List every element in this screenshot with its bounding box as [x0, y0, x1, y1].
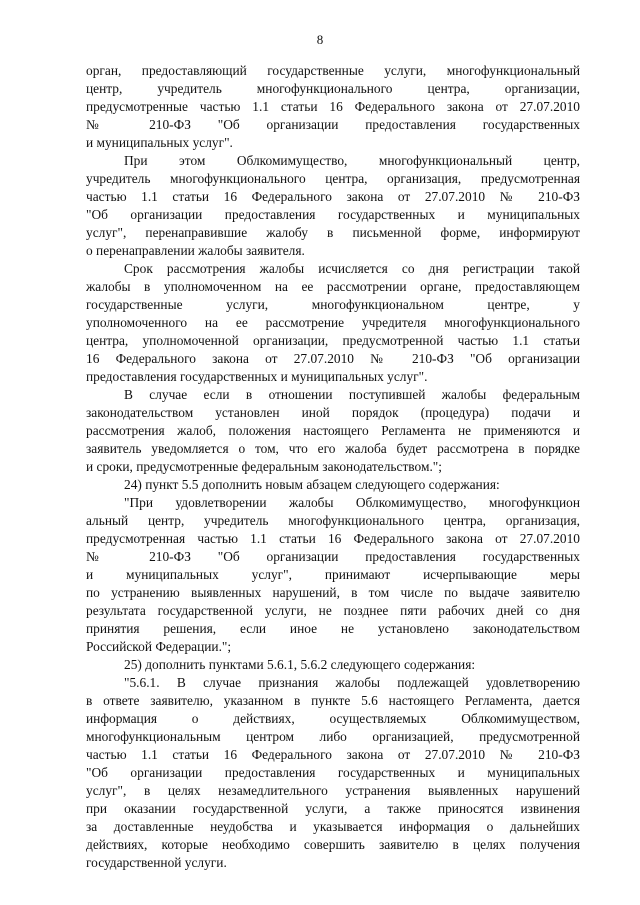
- text-line: № 210-ФЗ "Об организации предоставления государственных: [86, 549, 580, 564]
- text-line: законодательством установлен иной порядок (процедура) подачи и: [86, 405, 580, 420]
- paragraph: [86, 260, 580, 386]
- text-line: № 210-ФЗ "Об организации предоставления государственных: [86, 117, 580, 132]
- text-line: в ответе заявителю, указанном в пункте 5.6 настоящего Регламента, дается: [86, 693, 580, 708]
- text-line: При этом Облкомимущество, многофункциональный центр,: [124, 153, 580, 168]
- page-number: 8: [316, 32, 324, 47]
- paragraph: [86, 656, 580, 674]
- text-line: результата государственной услуги, не позднее пяти рабочих дней со дня: [86, 603, 580, 618]
- paragraph: [86, 386, 580, 476]
- text-line: многофункциональным центром либо организацией, предусмотренной: [86, 729, 580, 744]
- text-line: 16 Федерального закона от 27.07.2010 № 210-ФЗ "Об организации: [86, 351, 580, 366]
- text-line: Срок рассмотрения жалобы исчисляется со дня регистрации такой: [124, 261, 580, 276]
- text-line: действиях, которые необходимо совершить заявителю в целях получения: [86, 837, 580, 852]
- text-line: рассмотрения жалоб, положения настоящего Регламента не применяются и: [86, 423, 580, 438]
- text-line: 25) дополнить пунктами 5.6.1, 5.6.2 следующего содержания:: [124, 657, 476, 672]
- paragraph: [86, 62, 580, 152]
- text-line: орган, предоставляющий государственные услуги, многофункциональный: [86, 63, 580, 78]
- text-line: "Об организации предоставления государственных и муниципальных: [86, 207, 580, 222]
- text-line: "Об организации предоставления государственных и муниципальных: [86, 765, 580, 780]
- document-body: [86, 62, 580, 872]
- text-line: частью 1.1 статьи 16 Федерального закона от 27.07.2010 № 210-ФЗ: [86, 747, 580, 762]
- text-line: и сроки, предусмотренные федеральным законодательством.";: [86, 459, 442, 474]
- text-line: и муниципальных услуг", принимают исчерпывающие меры: [86, 567, 580, 582]
- text-line: государственные услуги, многофункциональном центре, у: [86, 297, 580, 312]
- text-line: о перенаправлении жалобы заявителя.: [86, 243, 305, 258]
- text-line: заявитель уведомляется о том, что его жалоба будет рассмотрена в порядке: [86, 441, 580, 456]
- text-line: государственной услуги.: [86, 855, 227, 870]
- text-line: принятия решения, если иное не установлено законодательством: [86, 621, 580, 636]
- text-line: "5.6.1. В случае признания жалобы подлежащей удовлетворению: [124, 675, 580, 690]
- text-line: предоставления государственных и муниципальных услуг".: [86, 369, 428, 384]
- text-line: "При удовлетворении жалобы Облкомимущество, многофункцион: [124, 495, 580, 510]
- text-line: уполномоченного на ее рассмотрение учредителя многофункционального: [86, 315, 580, 330]
- text-line: учредитель многофункционального центра, организация, предусмотренная: [86, 171, 580, 186]
- text-line: услуг", в целях незамедлительного устранения выявленных нарушений: [86, 783, 580, 798]
- text-line: центра, уполномоченной организации, предусмотренной частью 1.1 статьи: [86, 333, 580, 348]
- paragraph: [86, 476, 580, 494]
- text-line: центр, учредитель многофункционального центра, организации,: [86, 81, 580, 96]
- text-line: частью 1.1 статьи 16 Федерального закона от 27.07.2010 № 210-ФЗ: [86, 189, 580, 204]
- text-line: информация о действиях, осуществляемых Облкомимуществом,: [86, 711, 580, 726]
- text-line: предусмотренные частью 1.1 статьи 16 Федерального закона от 27.07.2010: [86, 99, 580, 114]
- text-line: и муниципальных услуг".: [86, 135, 233, 150]
- text-line: В случае если в отношении поступившей жалобы федеральным: [124, 387, 580, 402]
- paragraph: [86, 494, 580, 656]
- text-line: при оказании государственной услуги, а также приносятся извинения: [86, 801, 580, 816]
- text-line: предусмотренная частью 1.1 статьи 16 Федерального закона от 27.07.2010: [86, 531, 580, 546]
- text-line: по устранению выявленных нарушений, в том числе по выдаче заявителю: [86, 585, 580, 600]
- text-line: 24) пункт 5.5 дополнить новым абзацем следующего содержания:: [124, 477, 500, 492]
- paragraph: [86, 674, 580, 872]
- text-line: услуг", перенаправившие жалобу в письменной форме, информируют: [86, 225, 580, 240]
- text-line: Российской Федерации.";: [86, 639, 232, 654]
- text-line: жалобы в уполномоченном на ее рассмотрении органе, предоставляющем: [86, 279, 580, 294]
- paragraph: [86, 152, 580, 260]
- text-line: за доставленные неудобства и указывается информация о дальнейших: [86, 819, 580, 834]
- text-line: альный центр, учредитель многофункционального центра, организация,: [86, 513, 580, 528]
